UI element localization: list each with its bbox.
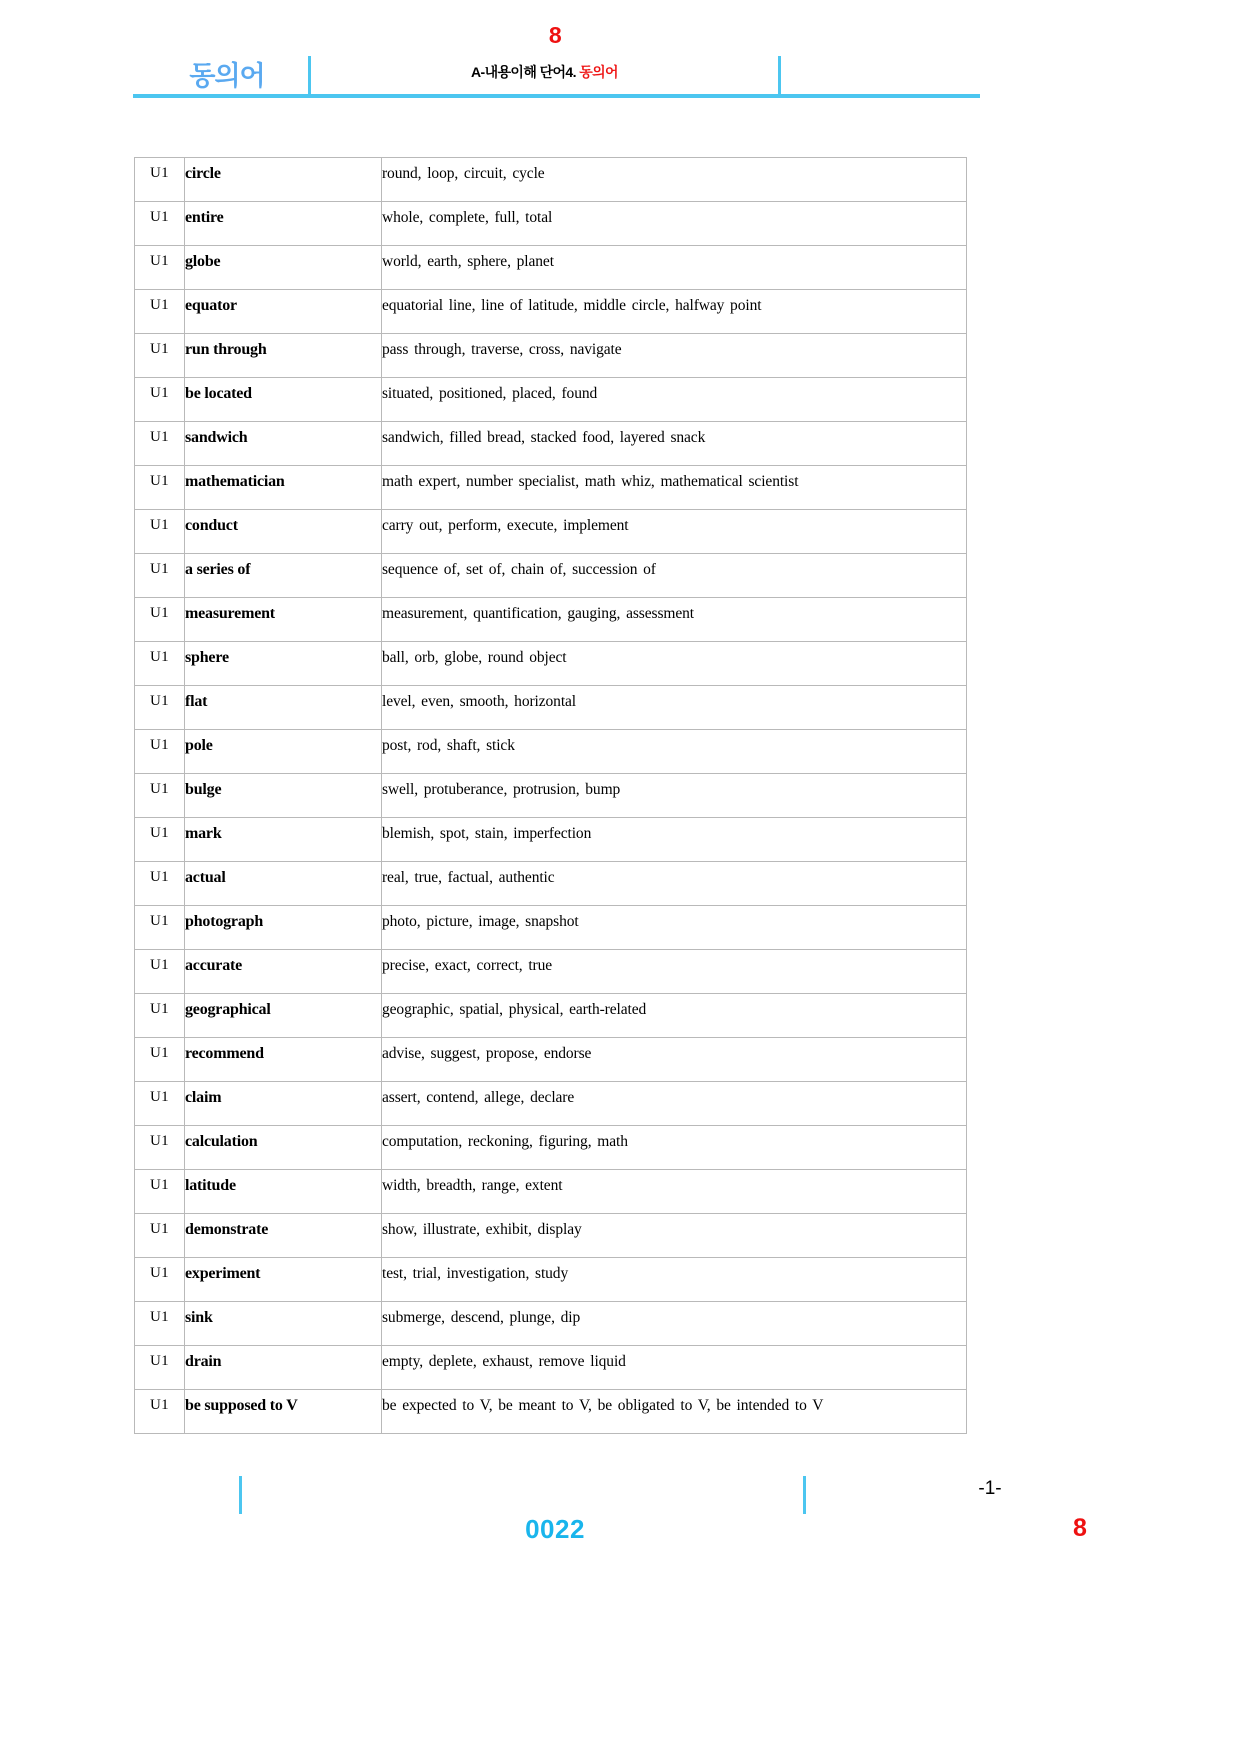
cell-headword: sphere: [185, 642, 382, 686]
cell-headword: sink: [185, 1302, 382, 1346]
cell-synonyms: be expected to V, be meant to V, be obligated to V, be intended to V: [382, 1390, 967, 1434]
cell-unit: U1: [135, 290, 185, 334]
table-row: [135, 1038, 967, 1082]
cell-unit: U1: [135, 950, 185, 994]
cell-synonyms: submerge, descend, plunge, dip: [382, 1302, 967, 1346]
footer-document-number: 0022: [525, 1514, 585, 1544]
table-row: [135, 290, 967, 334]
cell-headword: measurement: [185, 598, 382, 642]
table-row: [135, 642, 967, 686]
table-row: [135, 378, 967, 422]
table-row: [135, 202, 967, 246]
table-row: [135, 598, 967, 642]
footer-divider-right: [803, 1476, 806, 1514]
table-row: [135, 730, 967, 774]
cell-synonyms: world, earth, sphere, planet: [382, 246, 967, 290]
cell-headword: sandwich: [185, 422, 382, 466]
table-row: [135, 510, 967, 554]
cell-headword: be supposed to V: [185, 1390, 382, 1434]
cell-synonyms: blemish, spot, stain, imperfection: [382, 818, 967, 862]
table-row: [135, 246, 967, 290]
cell-headword: flat: [185, 686, 382, 730]
cell-headword: circle: [185, 158, 382, 202]
cell-synonyms: swell, protuberance, protrusion, bump: [382, 774, 967, 818]
table-row: [135, 1302, 967, 1346]
table-row: [135, 774, 967, 818]
cell-unit: U1: [135, 466, 185, 510]
cell-headword: demonstrate: [185, 1214, 382, 1258]
cell-unit: U1: [135, 554, 185, 598]
cell-unit: U1: [135, 1302, 185, 1346]
footer-page-number: 8: [1073, 1514, 1087, 1542]
table-row: [135, 1170, 967, 1214]
table-row: [135, 158, 967, 202]
cell-unit: U1: [135, 1390, 185, 1434]
cell-unit: U1: [135, 1346, 185, 1390]
cell-synonyms: ball, orb, globe, round object: [382, 642, 967, 686]
cell-unit: U1: [135, 422, 185, 466]
header-title-korean: 동의어: [189, 61, 265, 91]
footer-page-label: -1-: [978, 1478, 1002, 1499]
cell-synonyms: carry out, perform, execute, implement: [382, 510, 967, 554]
vocabulary-table-body: [135, 158, 967, 1434]
header-subtitle-accent: 동의어: [579, 64, 618, 80]
cell-headword: calculation: [185, 1126, 382, 1170]
footer-divider-left: [239, 1476, 242, 1514]
cell-unit: U1: [135, 1214, 185, 1258]
cell-synonyms: pass through, traverse, cross, navigate: [382, 334, 967, 378]
cell-unit: U1: [135, 774, 185, 818]
cell-synonyms: round, loop, circuit, cycle: [382, 158, 967, 202]
header-divider-right: [778, 56, 781, 94]
cell-headword: globe: [185, 246, 382, 290]
cell-unit: U1: [135, 994, 185, 1038]
top-page-number: 8: [548, 22, 562, 48]
cell-synonyms: sequence of, set of, chain of, succession of: [382, 554, 967, 598]
cell-headword: mathematician: [185, 466, 382, 510]
vocabulary-table-container: [134, 157, 965, 1434]
cell-unit: U1: [135, 686, 185, 730]
cell-headword: accurate: [185, 950, 382, 994]
table-row: [135, 1390, 967, 1434]
cell-unit: U1: [135, 1082, 185, 1126]
cell-headword: geographical: [185, 994, 382, 1038]
table-row: [135, 994, 967, 1038]
cell-synonyms: photo, picture, image, snapshot: [382, 906, 967, 950]
vocabulary-table: [134, 157, 967, 1434]
cell-synonyms: width, breadth, range, extent: [382, 1170, 967, 1214]
cell-headword: bulge: [185, 774, 382, 818]
cell-synonyms: computation, reckoning, figuring, math: [382, 1126, 967, 1170]
table-row: [135, 422, 967, 466]
cell-unit: U1: [135, 1038, 185, 1082]
cell-unit: U1: [135, 730, 185, 774]
table-row: [135, 466, 967, 510]
table-row: [135, 1126, 967, 1170]
cell-synonyms: whole, complete, full, total: [382, 202, 967, 246]
cell-synonyms: math expert, number specialist, math whiz, mathematical scientist: [382, 466, 967, 510]
cell-synonyms: measurement, quantification, gauging, assessment: [382, 598, 967, 642]
cell-unit: U1: [135, 510, 185, 554]
cell-synonyms: real, true, factual, authentic: [382, 862, 967, 906]
cell-unit: U1: [135, 1126, 185, 1170]
cell-unit: U1: [135, 158, 185, 202]
cell-unit: U1: [135, 378, 185, 422]
table-row: [135, 1346, 967, 1390]
cell-headword: actual: [185, 862, 382, 906]
table-row: [135, 818, 967, 862]
cell-synonyms: show, illustrate, exhibit, display: [382, 1214, 967, 1258]
cell-unit: U1: [135, 862, 185, 906]
table-row: [135, 1214, 967, 1258]
cell-unit: U1: [135, 1170, 185, 1214]
cell-headword: a series of: [185, 554, 382, 598]
cell-unit: U1: [135, 246, 185, 290]
cell-headword: experiment: [185, 1258, 382, 1302]
cell-synonyms: situated, positioned, placed, found: [382, 378, 967, 422]
cell-synonyms: assert, contend, allege, declare: [382, 1082, 967, 1126]
cell-unit: U1: [135, 906, 185, 950]
cell-headword: recommend: [185, 1038, 382, 1082]
cell-headword: entire: [185, 202, 382, 246]
table-row: [135, 862, 967, 906]
cell-unit: U1: [135, 818, 185, 862]
table-row: [135, 686, 967, 730]
cell-unit: U1: [135, 202, 185, 246]
cell-synonyms: precise, exact, correct, true: [382, 950, 967, 994]
cell-unit: U1: [135, 1258, 185, 1302]
page-footer: [0, 1476, 1240, 1754]
cell-unit: U1: [135, 598, 185, 642]
cell-headword: latitude: [185, 1170, 382, 1214]
cell-headword: claim: [185, 1082, 382, 1126]
cell-synonyms: equatorial line, line of latitude, middle circle, halfway point: [382, 290, 967, 334]
cell-headword: conduct: [185, 510, 382, 554]
cell-unit: U1: [135, 642, 185, 686]
cell-headword: photograph: [185, 906, 382, 950]
cell-synonyms: empty, deplete, exhaust, remove liquid: [382, 1346, 967, 1390]
cell-headword: pole: [185, 730, 382, 774]
cell-headword: be located: [185, 378, 382, 422]
page-header: [133, 50, 980, 98]
header-subtitle-prefix: A-내용이해 단어4.: [471, 64, 576, 80]
cell-headword: equator: [185, 290, 382, 334]
cell-synonyms: geographic, spatial, physical, earth-related: [382, 994, 967, 1038]
cell-synonyms: test, trial, investigation, study: [382, 1258, 967, 1302]
cell-headword: run through: [185, 334, 382, 378]
cell-synonyms: advise, suggest, propose, endorse: [382, 1038, 967, 1082]
header-subtitle: [311, 62, 778, 82]
table-row: [135, 906, 967, 950]
header-rule: [133, 94, 980, 98]
cell-synonyms: post, rod, shaft, stick: [382, 730, 967, 774]
cell-synonyms: level, even, smooth, horizontal: [382, 686, 967, 730]
cell-unit: U1: [135, 334, 185, 378]
table-row: [135, 1258, 967, 1302]
table-row: [135, 950, 967, 994]
table-row: [135, 1082, 967, 1126]
table-row: [135, 554, 967, 598]
cell-headword: drain: [185, 1346, 382, 1390]
table-row: [135, 334, 967, 378]
cell-synonyms: sandwich, filled bread, stacked food, layered snack: [382, 422, 967, 466]
cell-headword: mark: [185, 818, 382, 862]
